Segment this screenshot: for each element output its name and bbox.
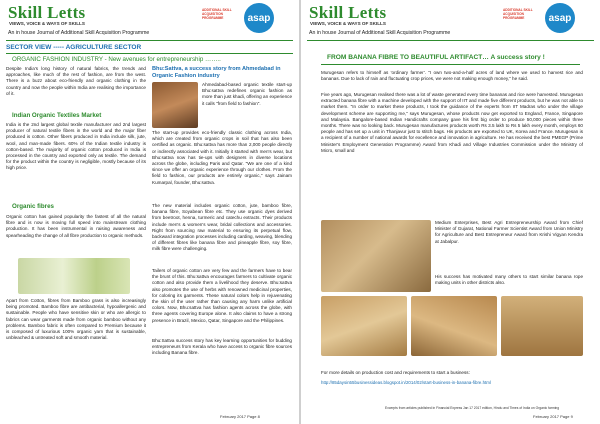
banana-bags-photo xyxy=(321,296,407,356)
intro-paragraph: Despite India's long history of natural fabrics, the trends and approaches, like much of the rest of fashion, are from the west. There is a buzz about eco-friendly and organic clothing in the country and now the people within India are realising the importance of it. xyxy=(6,66,146,96)
article-headline: FROM BANANA FIBRE TO BEAUTIFUL ARTIFACT… A success story ! xyxy=(327,54,545,61)
story-paragraph-2: Five years ago, Murugesan realised there was a lot of waste generated every time bananas and rice were harvested. Murugesan extracted banana fibre with a machine developed with the support of IIT and made five different products, but he was not able to market them. "In order to market these products, I took the guidance of the experts from IIT Madras who under the village development scheme are supporting me," says Murugesan, whose products now get exported to England, France, Singapore and Malaysia. Bangalore-based Indian Handicrafts company gave his first big order to produce 50,000 pieces within three months. There was no looking back. Murugesan manufactures products worth Rs 3.5 lakh to Rs 5 lakh every month, employs 60 people and has set up a unit in Thanjavur just to stitch bags. His products are exported to UK, Korea and France. Murugesan is a recipient of a number of national awards for excellence and innovation in agriculture. He has received the best PMEGP (Prime Minister's Employment Generation Programme) Award from Khadi and Village Industries Commission under the Ministry of Micro, small and xyxy=(321,92,583,153)
brand-tagline: VIEWS, VOICE & WAYS OF SKILLS xyxy=(9,21,85,26)
fibres-paragraph: Organic cotton has gained popularity the fastest of all the natural fibre and is now is moving full speed into mainstream clothing production. It has been instrumental in raising awareness and spearheading the change of all fibre production to organic methods. xyxy=(6,214,146,238)
asap-logo: asap xyxy=(244,3,274,33)
fibres-heading: Organic fibres xyxy=(12,203,54,210)
journal-subtitle: An in house Journal of Additional Skill Acquisition Programme xyxy=(8,30,150,36)
textile-heading: Indian Organic Textiles Market xyxy=(12,112,102,119)
page-footer: February 2017 Page 8 xyxy=(220,414,260,419)
brand-title: Skill Letts xyxy=(309,3,387,22)
programme-caption: ADDITIONAL SKILL ACQUISITION PROGRAMME xyxy=(202,8,232,20)
sector-title: SECTOR VIEW ----- AGRICULTURE SECTOR xyxy=(6,44,142,51)
bhusattva-body-2: The new material includes organic cotton, jute, bamboo fibre, banana fibre, Soyabean fibre etc. They use organic dyes derived from beetroot, henna, turmeric and catechu extracts. Their products include men's & women's wear, bridal collections and accessories. Right from sourcing raw material to ensuring its perpetual flow, backward integration processes including carding, weaving, blending of different fibres like banana fibre and pineapple fibre, soy fibre, milk fibre were challenging. xyxy=(152,203,292,252)
bhusattva-heading: Bhu:Sattva, a success story from Ahmedabad in Organic Fashion industry xyxy=(152,66,281,79)
bhusattva-body: The start-up provides eco-friendly classic clothing across India, which are created from organic crops in soil that has also been certified as organic. Bhu:sattva has more than 2,000 people directly or indirectly associated with it. Initially it started with men's wear, but Bhu:sattva now has tie-ups with designers in diverse locations across the globe, including Paris and Qatar. "We are one of a kind since we offer an organic experience through our clothes. From the field to fashion, our products are entirely organic," says Jainam Kumarpal, founder, Bhu:sattva. xyxy=(152,130,292,185)
banana-mats-photo xyxy=(501,296,583,356)
sector-divider xyxy=(6,53,293,54)
artisan-photo xyxy=(321,220,431,292)
journal-subtitle: An in house Journal of Additional Skill Acquisition Programme xyxy=(309,30,451,36)
bhusattva-body-3: Tailers of organic cotton are very few and the farmers have to bear the brunt of this. Bhu:sattva encourages farmers to cultivate organic cotton and also provide them a livelihood they deserve. Bhu:sattva also promotes the use of herbs with renowned medicinal properties, for coloring its garments. These natural colors help in rejuvenating the skin of the user rather than causing any harm unlike artificial colors. Now, Bhu:sattva has fashion agents across the globe, with three agents covering Europe alone. It also claims to have a strong presence in Brazil, Mexico, Qatar, Singapore and the Philippines. xyxy=(152,268,292,323)
brand-tagline: VIEWS, VOICE & WAYS OF SKILLS xyxy=(310,21,386,26)
header-divider xyxy=(6,40,293,41)
headline-divider xyxy=(321,64,580,65)
story-paragraph-4: His success has motivated many others to start similar banana rope making units in other districts also. xyxy=(435,274,583,286)
textile-paragraph: India is the 2nd largest global textile manufacturer and 2nd largest producer of natural textile fibers in the world and the major fiber produced is cotton. Other fibers produced in India include silk, jute, wool, and man-made fibers. 60% of the Indian textile industry is cotton-based. The majority of organic cotton produced in India is processed in the country and exported only as textile. The demand for the product within the country is negligible, mostly because of its high price. xyxy=(6,122,146,171)
page-left xyxy=(0,0,299,424)
page-footer: February 2017 Page 9 xyxy=(533,414,573,419)
brand-title: Skill Letts xyxy=(8,3,86,22)
bhusattva-body-4: Bhu:Sattva success story has key learning opportunities for budding entrepreneurs from Kerala who have access to organic fibre sources including Banana fibre. xyxy=(152,338,292,356)
business-link[interactable]: http://85daysin55businessideas.blogspot.in/2014/02/start-business-in-banana-fibre.html xyxy=(321,380,491,385)
story-paragraph-3: Medium Enterprises, Best Agri Entrepreneurship Award from Chief Minister of Gujarat, National Farmer Scientist Award from Union Ministry for Agriculture and Best Entrepreneur Award from Krishi Vigyan Kendra at Jabalpur. xyxy=(435,220,583,244)
asap-logo: asap xyxy=(545,3,575,33)
banana-baskets-photo xyxy=(411,296,497,356)
bamboo-paragraph: Apart from Cotton, fibres from Bamboo grass is also increasingly being promoted. Bamboo fibre are antibacterial, hypoallergenic and sustainable. People who have sensitive skin or who are allergic to fabrics can wear garments made from organic bamboo without any problems. Bamboo fabric is often compared to Premium because it is composed of luxurious 100% organic yarn that is sustainable, unbleached & untreated soft and smooth material. xyxy=(6,298,146,341)
header-divider xyxy=(307,40,594,41)
programme-caption: ADDITIONAL SKILL ACQUISITION PROGRAMME xyxy=(503,8,533,20)
excerpts-footer: Excerpts from articles published in Financial Express Jan 17 2017 edition, Hindu and Times of India on Organic farming xyxy=(385,406,560,410)
page-right xyxy=(301,0,600,424)
founder-photo xyxy=(152,82,198,128)
article-subhead: ORGANIC FASHION INDUSTRY - New avenues for entrepreneurship …….. xyxy=(12,56,221,63)
bamboo-fabric-photo xyxy=(18,258,130,294)
story-paragraph-1: Murugesan refers to himself as 'ordinary farmer'. "I own two-and-a-half acres of land where we used to harvest rice and bananas. Due to lack of rain and fluctuating crop prices, we were not making enough money," he said. xyxy=(321,70,583,82)
more-details-text: For more details on production cost and requirements to start a business: xyxy=(321,370,470,375)
bhusattva-intro: Ahmedabad-based organic textile start-up Bhu:sattva redefines organic fashion as more than just khadi, offering an experience it calls "from field to fashion". xyxy=(202,82,292,106)
